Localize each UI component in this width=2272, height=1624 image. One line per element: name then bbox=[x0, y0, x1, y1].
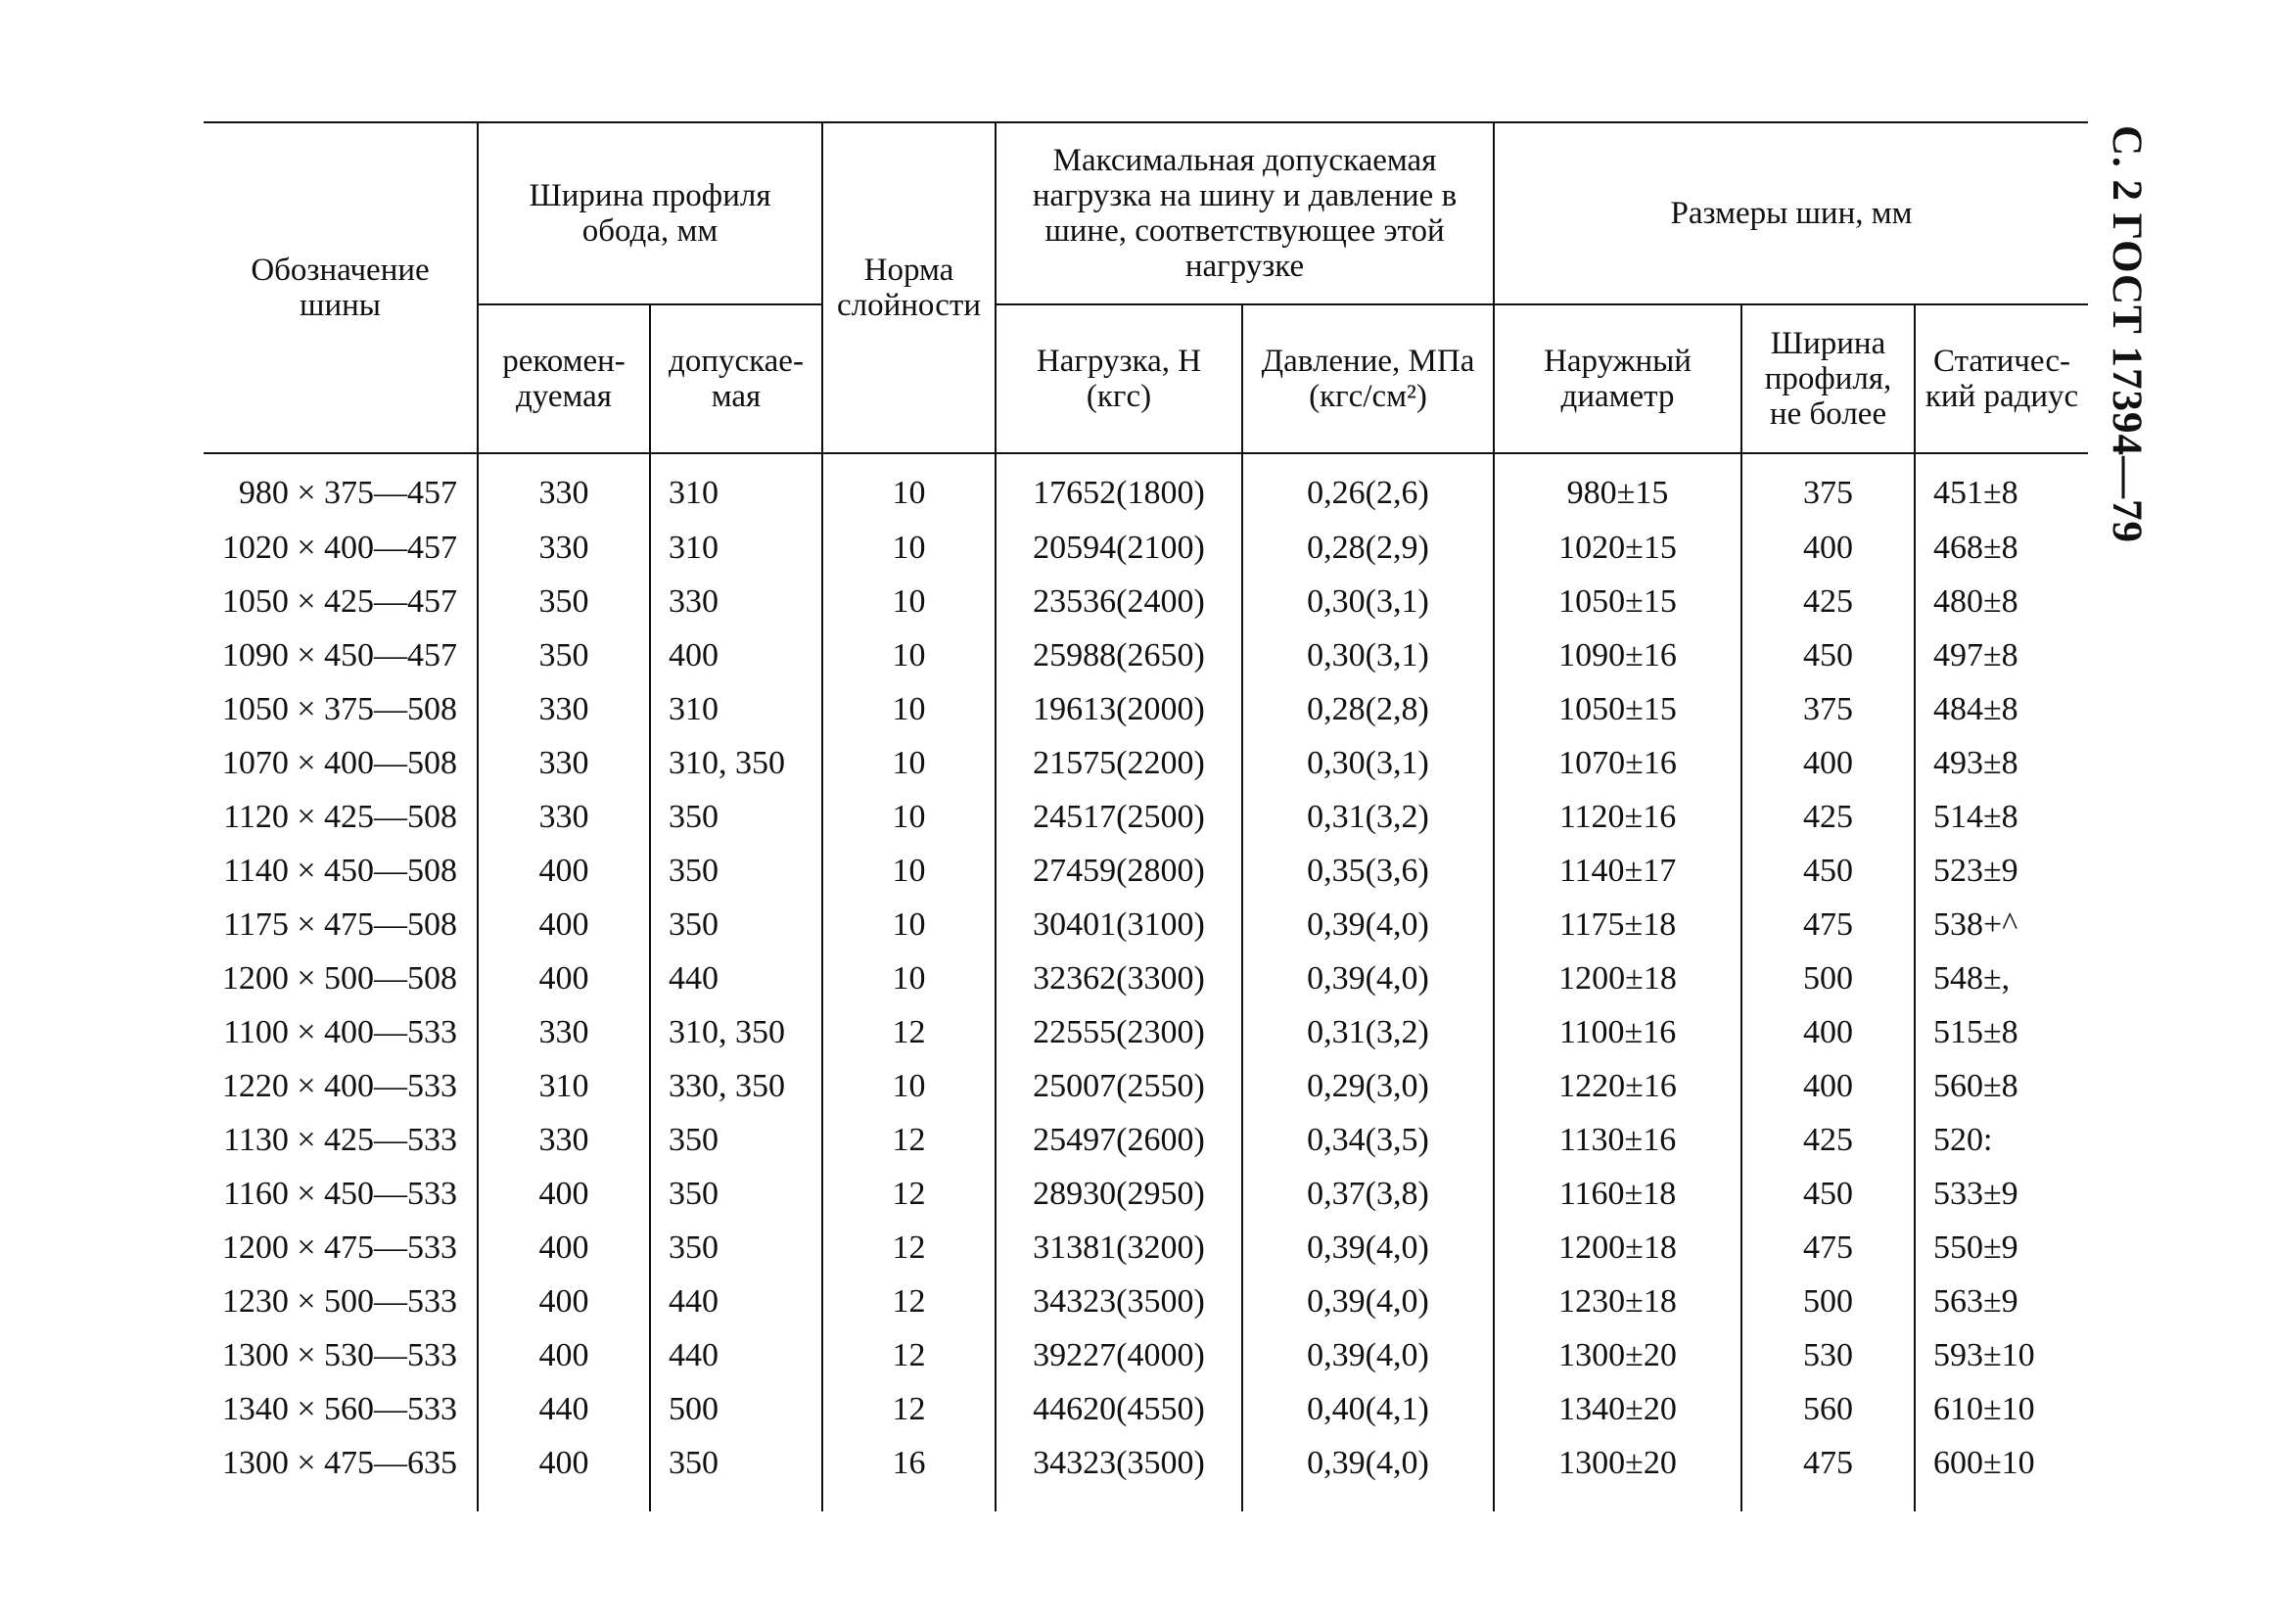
cell-outer-diameter: 1090±16 bbox=[1494, 628, 1741, 682]
cell-load: 21575(2200) bbox=[996, 736, 1242, 790]
cell-section-width: 500 bbox=[1741, 1275, 1915, 1328]
cell-ply-rating: 10 bbox=[822, 790, 996, 844]
cell-static-radius: 493±8 bbox=[1915, 736, 2088, 790]
cell-load: 19613(2000) bbox=[996, 682, 1242, 736]
cell-load: 20594(2100) bbox=[996, 521, 1242, 575]
cell-static-radius: 563±9 bbox=[1915, 1275, 2088, 1328]
cell-designation: 1230 × 500—533 bbox=[221, 1282, 457, 1320]
table-row bbox=[204, 682, 2088, 736]
cell-rim-recommended: 400 bbox=[478, 844, 650, 898]
cell-outer-diameter: 1340±20 bbox=[1494, 1382, 1741, 1436]
cell-ply-rating: 12 bbox=[822, 1382, 996, 1436]
cell-rim-recommended: 400 bbox=[478, 1328, 650, 1382]
cell-outer-diameter: 1200±18 bbox=[1494, 951, 1741, 1005]
cell-ply-rating: 10 bbox=[822, 453, 996, 521]
cell-ply-rating: 16 bbox=[822, 1436, 996, 1511]
header-load: Нагрузка, Н (кгс) bbox=[996, 304, 1242, 453]
cell-section-width: 560 bbox=[1741, 1382, 1915, 1436]
cell-static-radius: 515±8 bbox=[1915, 1005, 2088, 1059]
cell-designation: 1130 × 425—533 bbox=[223, 1121, 457, 1158]
cell-outer-diameter: 1050±15 bbox=[1494, 682, 1741, 736]
cell-rim-allowed: 350 bbox=[650, 898, 822, 951]
cell-section-width: 475 bbox=[1741, 1221, 1915, 1275]
cell-rim-allowed: 310 bbox=[650, 682, 822, 736]
cell-pressure: 0,30(3,1) bbox=[1242, 575, 1494, 628]
cell-rim-allowed: 440 bbox=[650, 1328, 822, 1382]
cell-designation: 1140 × 450—508 bbox=[223, 852, 457, 889]
cell-rim-allowed: 440 bbox=[650, 951, 822, 1005]
cell-pressure: 0,39(4,0) bbox=[1242, 1275, 1494, 1328]
table-row bbox=[204, 1005, 2088, 1059]
cell-pressure: 0,39(4,0) bbox=[1242, 1221, 1494, 1275]
cell-load: 23536(2400) bbox=[996, 575, 1242, 628]
cell-designation: 1300 × 530—533 bbox=[221, 1336, 457, 1373]
cell-rim-allowed: 350 bbox=[650, 1167, 822, 1221]
cell-load: 39227(4000) bbox=[996, 1328, 1242, 1382]
cell-rim-recommended: 400 bbox=[478, 951, 650, 1005]
cell-section-width: 500 bbox=[1741, 951, 1915, 1005]
cell-rim-allowed: 330, 350 bbox=[650, 1059, 822, 1113]
cell-section-width: 400 bbox=[1741, 736, 1915, 790]
cell-load: 28930(2950) bbox=[996, 1167, 1242, 1221]
cell-outer-diameter: 1300±20 bbox=[1494, 1436, 1741, 1511]
cell-ply-rating: 12 bbox=[822, 1328, 996, 1382]
cell-outer-diameter: 1200±18 bbox=[1494, 1221, 1741, 1275]
cell-rim-allowed: 350 bbox=[650, 844, 822, 898]
cell-pressure: 0,28(2,8) bbox=[1242, 682, 1494, 736]
cell-pressure: 0,39(4,0) bbox=[1242, 951, 1494, 1005]
table-row bbox=[204, 1275, 2088, 1328]
table-row bbox=[204, 575, 2088, 628]
header-max-load: Максимальная допускаемая нагрузка на шину и давление в шине, соответствующее этой нагрузке bbox=[996, 122, 1494, 304]
cell-rim-recommended: 330 bbox=[478, 790, 650, 844]
cell-ply-rating: 10 bbox=[822, 575, 996, 628]
cell-section-width: 425 bbox=[1741, 575, 1915, 628]
cell-section-width: 400 bbox=[1741, 521, 1915, 575]
cell-pressure: 0,39(4,0) bbox=[1242, 1328, 1494, 1382]
cell-outer-diameter: 1160±18 bbox=[1494, 1167, 1741, 1221]
cell-outer-diameter: 1140±17 bbox=[1494, 844, 1741, 898]
cell-rim-recommended: 330 bbox=[478, 1113, 650, 1167]
cell-rim-recommended: 400 bbox=[478, 898, 650, 951]
header-tire-sizes: Размеры шин, мм bbox=[1494, 122, 2088, 304]
table-body bbox=[204, 453, 2088, 1511]
cell-pressure: 0,40(4,1) bbox=[1242, 1382, 1494, 1436]
cell-section-width: 450 bbox=[1741, 844, 1915, 898]
cell-designation: 1050 × 425—457 bbox=[221, 582, 457, 620]
table-row bbox=[204, 1382, 2088, 1436]
cell-rim-recommended: 310 bbox=[478, 1059, 650, 1113]
cell-ply-rating: 10 bbox=[822, 682, 996, 736]
cell-ply-rating: 12 bbox=[822, 1275, 996, 1328]
cell-rim-allowed: 310, 350 bbox=[650, 1005, 822, 1059]
cell-designation: 1090 × 450—457 bbox=[221, 636, 457, 673]
cell-section-width: 530 bbox=[1741, 1328, 1915, 1382]
cell-outer-diameter: 1220±16 bbox=[1494, 1059, 1741, 1113]
cell-section-width: 425 bbox=[1741, 790, 1915, 844]
cell-load: 44620(4550) bbox=[996, 1382, 1242, 1436]
header-section-width: Ширина профиля, не более bbox=[1741, 304, 1915, 453]
header-outer-diameter: Наружный диаметр bbox=[1494, 304, 1741, 453]
cell-load: 22555(2300) bbox=[996, 1005, 1242, 1059]
cell-section-width: 375 bbox=[1741, 682, 1915, 736]
cell-ply-rating: 12 bbox=[822, 1167, 996, 1221]
cell-load: 31381(3200) bbox=[996, 1221, 1242, 1275]
cell-ply-rating: 10 bbox=[822, 898, 996, 951]
header-static-radius: Статичес-кий радиус bbox=[1915, 304, 2088, 453]
cell-load: 24517(2500) bbox=[996, 790, 1242, 844]
table-row bbox=[204, 1221, 2088, 1275]
cell-static-radius: 480±8 bbox=[1915, 575, 2088, 628]
cell-outer-diameter: 1100±16 bbox=[1494, 1005, 1741, 1059]
cell-static-radius: 451±8 bbox=[1915, 453, 2088, 521]
cell-rim-recommended: 400 bbox=[478, 1221, 650, 1275]
tire-specifications-table bbox=[204, 121, 2088, 1511]
header-pressure: Давление, МПа (кгс/см²) bbox=[1242, 304, 1494, 453]
cell-section-width: 400 bbox=[1741, 1059, 1915, 1113]
table-row bbox=[204, 951, 2088, 1005]
cell-pressure: 0,29(3,0) bbox=[1242, 1059, 1494, 1113]
cell-static-radius: 514±8 bbox=[1915, 790, 2088, 844]
header-ply-rating: Норма слойности bbox=[822, 122, 996, 453]
cell-ply-rating: 12 bbox=[822, 1005, 996, 1059]
cell-section-width: 425 bbox=[1741, 1113, 1915, 1167]
cell-load: 34323(3500) bbox=[996, 1436, 1242, 1511]
table-row bbox=[204, 1059, 2088, 1113]
cell-designation: 1070 × 400—508 bbox=[221, 744, 457, 781]
cell-outer-diameter: 1050±15 bbox=[1494, 575, 1741, 628]
cell-ply-rating: 10 bbox=[822, 521, 996, 575]
cell-outer-diameter: 1130±16 bbox=[1494, 1113, 1741, 1167]
cell-ply-rating: 10 bbox=[822, 844, 996, 898]
cell-static-radius: 560±8 bbox=[1915, 1059, 2088, 1113]
cell-pressure: 0,39(4,0) bbox=[1242, 898, 1494, 951]
table-row bbox=[204, 628, 2088, 682]
cell-pressure: 0,37(3,8) bbox=[1242, 1167, 1494, 1221]
cell-designation: 1160 × 450—533 bbox=[223, 1175, 457, 1212]
cell-static-radius: 593±10 bbox=[1915, 1328, 2088, 1382]
cell-rim-allowed: 400 bbox=[650, 628, 822, 682]
header-rim-allowed: допускае-мая bbox=[650, 304, 822, 453]
cell-section-width: 375 bbox=[1741, 453, 1915, 521]
cell-designation: 1220 × 400—533 bbox=[221, 1067, 457, 1104]
cell-designation: 1340 × 560—533 bbox=[221, 1390, 457, 1427]
cell-rim-recommended: 400 bbox=[478, 1167, 650, 1221]
cell-designation: 980 × 375—457 bbox=[238, 475, 457, 511]
cell-ply-rating: 10 bbox=[822, 1059, 996, 1113]
table-row bbox=[204, 453, 2088, 521]
cell-rim-allowed: 440 bbox=[650, 1275, 822, 1328]
cell-designation: 1175 × 475—508 bbox=[223, 905, 457, 943]
cell-rim-recommended: 330 bbox=[478, 1005, 650, 1059]
cell-load: 17652(1800) bbox=[996, 453, 1242, 521]
cell-designation: 1120 × 425—508 bbox=[223, 798, 457, 835]
cell-static-radius: 520: bbox=[1915, 1113, 2088, 1167]
table-row bbox=[204, 1328, 2088, 1382]
cell-static-radius: 538+^ bbox=[1915, 898, 2088, 951]
cell-pressure: 0,30(3,1) bbox=[1242, 628, 1494, 682]
cell-pressure: 0,31(3,2) bbox=[1242, 790, 1494, 844]
cell-section-width: 450 bbox=[1741, 628, 1915, 682]
cell-designation: 1200 × 500—508 bbox=[221, 959, 457, 997]
cell-static-radius: 484±8 bbox=[1915, 682, 2088, 736]
cell-section-width: 475 bbox=[1741, 1436, 1915, 1511]
cell-rim-allowed: 350 bbox=[650, 1436, 822, 1511]
cell-designation: 1020 × 400—457 bbox=[221, 529, 457, 566]
table-row bbox=[204, 790, 2088, 844]
cell-ply-rating: 12 bbox=[822, 1221, 996, 1275]
cell-rim-allowed: 330 bbox=[650, 575, 822, 628]
table-row bbox=[204, 1167, 2088, 1221]
cell-pressure: 0,31(3,2) bbox=[1242, 1005, 1494, 1059]
cell-pressure: 0,28(2,9) bbox=[1242, 521, 1494, 575]
cell-rim-recommended: 350 bbox=[478, 575, 650, 628]
cell-static-radius: 610±10 bbox=[1915, 1382, 2088, 1436]
cell-load: 25007(2550) bbox=[996, 1059, 1242, 1113]
cell-designation: 1100 × 400—533 bbox=[223, 1013, 457, 1050]
cell-section-width: 450 bbox=[1741, 1167, 1915, 1221]
cell-ply-rating: 10 bbox=[822, 736, 996, 790]
cell-load: 27459(2800) bbox=[996, 844, 1242, 898]
cell-rim-recommended: 400 bbox=[478, 1436, 650, 1511]
table-row bbox=[204, 1113, 2088, 1167]
cell-ply-rating: 10 bbox=[822, 628, 996, 682]
cell-load: 25988(2650) bbox=[996, 628, 1242, 682]
cell-outer-diameter: 1300±20 bbox=[1494, 1328, 1741, 1382]
cell-designation: 1300 × 475—635 bbox=[221, 1444, 457, 1481]
header-designation: Обозначение шины bbox=[204, 122, 478, 453]
cell-outer-diameter: 980±15 bbox=[1494, 453, 1741, 521]
cell-rim-allowed: 310, 350 bbox=[650, 736, 822, 790]
cell-static-radius: 550±9 bbox=[1915, 1221, 2088, 1275]
cell-designation: 1050 × 375—508 bbox=[221, 690, 457, 727]
cell-rim-allowed: 310 bbox=[650, 521, 822, 575]
cell-static-radius: 533±9 bbox=[1915, 1167, 2088, 1221]
cell-static-radius: 468±8 bbox=[1915, 521, 2088, 575]
page-header: С. 2 ГОСТ 17394—79 bbox=[2104, 125, 2150, 544]
cell-rim-allowed: 350 bbox=[650, 1221, 822, 1275]
cell-rim-recommended: 330 bbox=[478, 682, 650, 736]
cell-rim-recommended: 330 bbox=[478, 736, 650, 790]
cell-outer-diameter: 1020±15 bbox=[1494, 521, 1741, 575]
cell-ply-rating: 12 bbox=[822, 1113, 996, 1167]
cell-rim-allowed: 350 bbox=[650, 790, 822, 844]
header-rim-recommended: рекомен-дуемая bbox=[478, 304, 650, 453]
cell-rim-recommended: 330 bbox=[478, 453, 650, 521]
cell-outer-diameter: 1120±16 bbox=[1494, 790, 1741, 844]
cell-outer-diameter: 1230±18 bbox=[1494, 1275, 1741, 1328]
cell-pressure: 0,34(3,5) bbox=[1242, 1113, 1494, 1167]
cell-rim-recommended: 440 bbox=[478, 1382, 650, 1436]
cell-designation: 1200 × 475—533 bbox=[221, 1229, 457, 1266]
cell-pressure: 0,39(4,0) bbox=[1242, 1436, 1494, 1511]
cell-rim-recommended: 330 bbox=[478, 521, 650, 575]
table-row bbox=[204, 736, 2088, 790]
cell-static-radius: 497±8 bbox=[1915, 628, 2088, 682]
cell-outer-diameter: 1175±18 bbox=[1494, 898, 1741, 951]
cell-rim-allowed: 350 bbox=[650, 1113, 822, 1167]
cell-static-radius: 600±10 bbox=[1915, 1436, 2088, 1511]
cell-load: 34323(3500) bbox=[996, 1275, 1242, 1328]
cell-pressure: 0,35(3,6) bbox=[1242, 844, 1494, 898]
cell-load: 32362(3300) bbox=[996, 951, 1242, 1005]
cell-rim-allowed: 310 bbox=[650, 453, 822, 521]
table-row bbox=[204, 844, 2088, 898]
cell-section-width: 400 bbox=[1741, 1005, 1915, 1059]
cell-rim-allowed: 500 bbox=[650, 1382, 822, 1436]
cell-rim-recommended: 350 bbox=[478, 628, 650, 682]
cell-pressure: 0,30(3,1) bbox=[1242, 736, 1494, 790]
cell-load: 30401(3100) bbox=[996, 898, 1242, 951]
cell-static-radius: 523±9 bbox=[1915, 844, 2088, 898]
table-row bbox=[204, 898, 2088, 951]
cell-load: 25497(2600) bbox=[996, 1113, 1242, 1167]
table-row bbox=[204, 1436, 2088, 1511]
cell-pressure: 0,26(2,6) bbox=[1242, 453, 1494, 521]
cell-section-width: 475 bbox=[1741, 898, 1915, 951]
table-row bbox=[204, 521, 2088, 575]
cell-static-radius: 548±, bbox=[1915, 951, 2088, 1005]
header-rim-width: Ширина профиля обода, мм bbox=[478, 122, 822, 304]
cell-outer-diameter: 1070±16 bbox=[1494, 736, 1741, 790]
cell-ply-rating: 10 bbox=[822, 951, 996, 1005]
cell-rim-recommended: 400 bbox=[478, 1275, 650, 1328]
